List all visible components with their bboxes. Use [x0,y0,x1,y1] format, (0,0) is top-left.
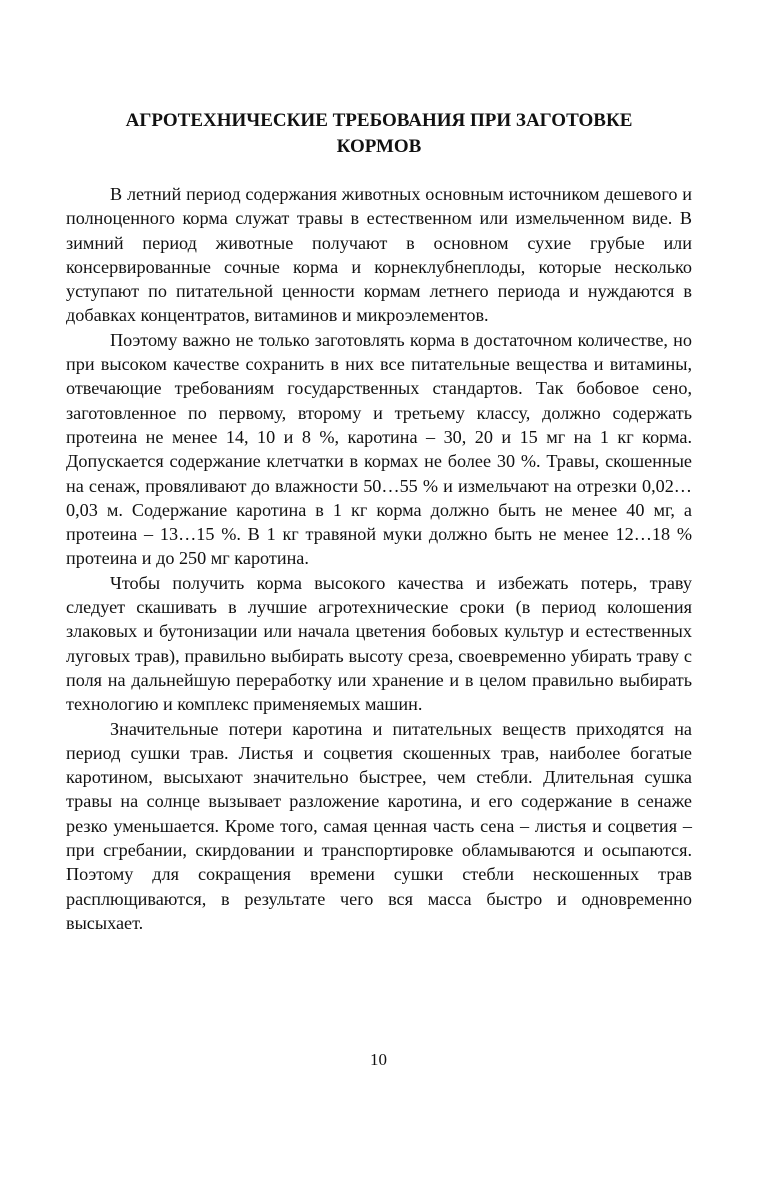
paragraph-1: В летний период содержания животных основным источником дешевого и полноценного корма служат травы в естественном или измельченном виде. В зимний период животные получают в основном сухие грубые или консервированные сочные корма и корнеклубнеплоды, которые несколько уступают по питательной ценности кормам летнего периода и нуждаются в добавках концентратов, витаминов и микроэлементов. [66,184,692,326]
title-line-1: АГРОТЕХНИЧЕСКИЕ ТРЕБОВАНИЯ ПРИ ЗАГОТОВКЕ [125,110,633,131]
page-title [66,108,692,160]
body-text [66,182,692,935]
paragraph-2: Поэтому важно не только заготовлять корма в достаточном количестве, но при высоком качестве сохранить в них все питательные вещества и витамины, отвечающие требованиям государственных стандартов. Так бобовое сено, заготовленное по первому, второму и третьему классу, должно содержать протеина не менее 14, 10 и 8 %, каротина – 30, 20 и 15 мг на 1 кг корма. Допускается содержание клетчатки в кормах не более 30 %. Травы, скошенные на сенаж, провяливают до влажности 50…55 % и измельчают на отрезки 0,02…0,03 м. Содержание каротина в 1 кг корма должно быть не менее 40 мг, а протеина – 13…15 %. В 1 кг травяной муки должно быть не менее 12…18 % протеина и до 250 мг каротина. [66,329,692,569]
page-number: 10 [370,1050,387,1069]
title-line-2: КОРМОВ [336,136,422,157]
paragraph-3: Чтобы получить корма высокого качества и избежать потерь, траву следует скашивать в лучшие агротехнические сроки (в период колошения злаковых и бутонизации или начала цветения бобовых культур и естественных луговых трав), правильно выбирать высоту среза, своевременно убирать траву с поля на дальнейшую переработку или хранение и в целом правильно выбирать технологию и комплекс применяемых машин. [66,572,692,715]
paragraph-4: Значительные потери каротина и питательных веществ приходятся на период сушки трав. Листья и соцветия скошенных трав, наиболее богатые каротином, высыхают значительно быстрее, чем стебли. Длительная сушка травы на солнце вызывает разложение каротина, и его содержание в сенаже резко уменьшается. Кроме того, самая ценная часть сена – листья и соцветия – при сгребании, скирдовании и транспортировке обламываются и осыпаются. Поэтому для сокращения времени сушки стебли нескошенных трав расплющиваются, в результате чего вся масса быстро и одновременно высыхает. [66,718,692,933]
page-content [66,108,692,935]
